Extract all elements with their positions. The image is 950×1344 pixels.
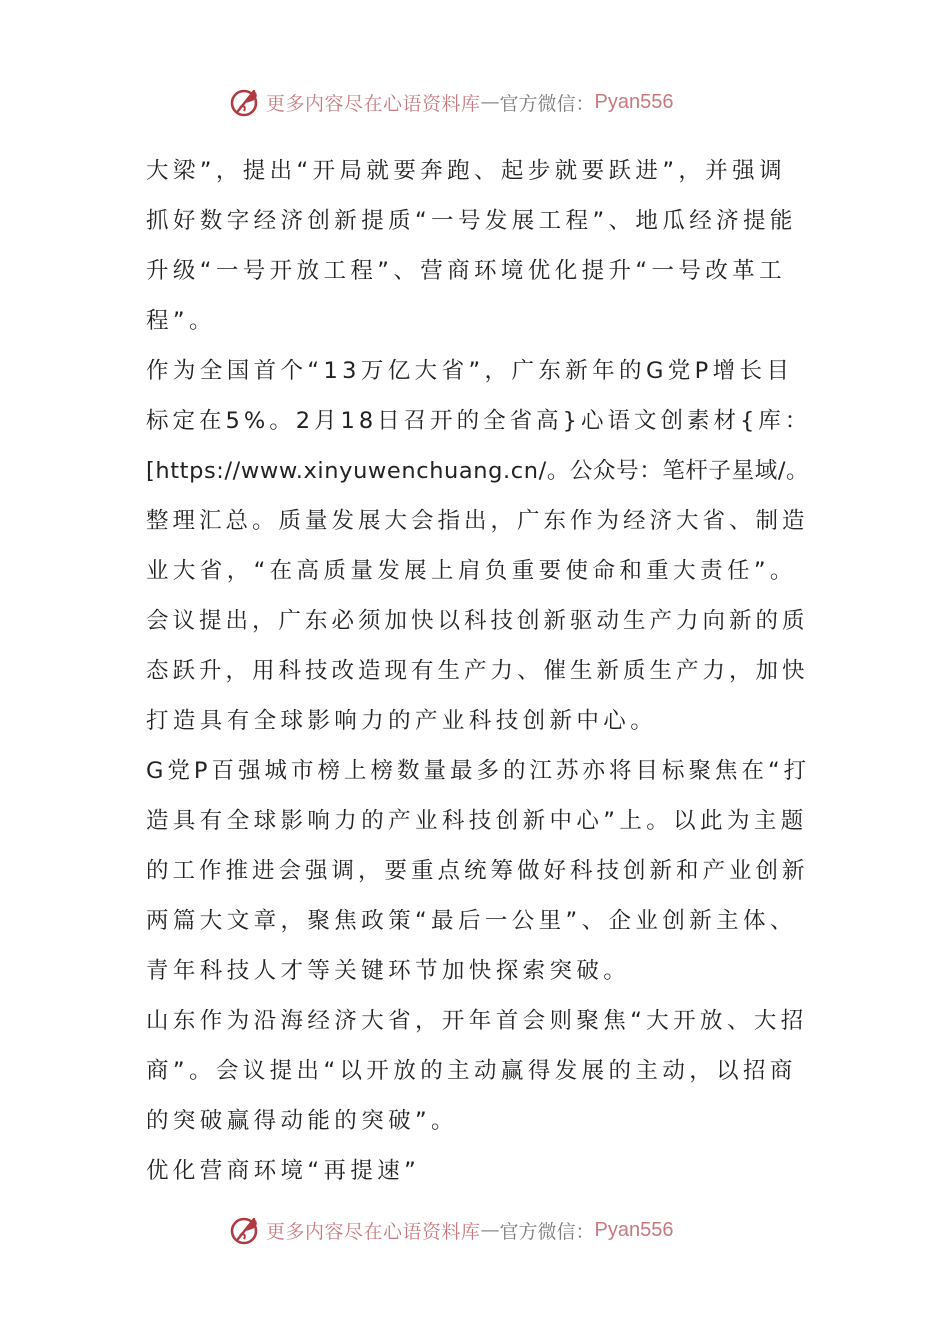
text-line: 标定在5%。2月18日召开的全省高}心语文创素材{库： — [146, 408, 812, 434]
header-wechat-label: 官方微信： — [499, 92, 595, 115]
text-line: 态跃升，用科技改造现有生产力、催生新质生产力，加快 — [146, 658, 809, 684]
header-separator: — — [480, 91, 500, 113]
header-wechat-id: Pyan556 — [594, 90, 674, 113]
footer-banner — [228, 1212, 748, 1248]
quill-logo-icon — [228, 85, 262, 119]
text-line: 抓好数字经济创新提质“一号发展工程”、地瓜经济提能 — [146, 208, 797, 234]
text-line: 的工作推进会强调，要重点统筹做好科技创新和产业创新 — [146, 858, 809, 884]
footer-wechat-id: Pyan556 — [594, 1218, 674, 1241]
text-line: 程”。 — [146, 308, 216, 334]
text-line: G党P百强城市榜上榜数量最多的江苏亦将目标聚焦在“打 — [146, 758, 811, 784]
text-line: 会议提出，广东必须加快以科技创新驱动生产力向新的质 — [146, 608, 809, 634]
text-line: 两篇大文章，聚焦政策“最后一公里”、企业创新主体、 — [146, 908, 797, 934]
document-body — [146, 146, 811, 1196]
text-line: 造具有全球影响力的产业科技创新中心”上。以此为主题 — [146, 808, 808, 834]
text-line: 商”。会议提出“以开放的主动赢得发展的主动，以招商 — [146, 1058, 797, 1084]
text-line: 大梁”，提出“开局就要奔跑、起步就要跃进”，并强调 — [146, 158, 786, 184]
footer-slogan: 更多内容尽在心语资料库 — [266, 1220, 481, 1243]
text-line: 的突破赢得动能的突破”。 — [146, 1108, 458, 1134]
text-line: 优化营商环境“再提速” — [146, 1158, 421, 1184]
text-line: 业大省，“在高质量发展上肩负重要使命和重大责任”。 — [146, 558, 797, 584]
text-line: [https://www.xinyuwenchuang.cn/。公众号：笔杆子星域/。 — [146, 458, 810, 484]
text-line: 整理汇总。质量发展大会指出，广东作为经济大省、制造 — [146, 508, 809, 534]
quill-logo-icon — [228, 1213, 262, 1247]
text-line: 升级“一号开放工程”、营商环境优化提升“一号改革工 — [146, 258, 786, 284]
footer-wechat-label: 官方微信： — [499, 1220, 595, 1243]
header-banner — [228, 84, 748, 120]
text-line: 打造具有全球影响力的产业科技创新中心。 — [146, 708, 658, 734]
footer-separator: — — [480, 1219, 500, 1241]
header-slogan: 更多内容尽在心语资料库 — [266, 92, 481, 115]
text-line: 山东作为沿海经济大省，开年首会则聚焦“大开放、大招 — [146, 1008, 808, 1034]
text-line: 作为全国首个“13万亿大省”，广东新年的G党P增长目 — [146, 358, 794, 384]
text-line: 青年科技人才等关键环节加快探索突破。 — [146, 958, 631, 984]
